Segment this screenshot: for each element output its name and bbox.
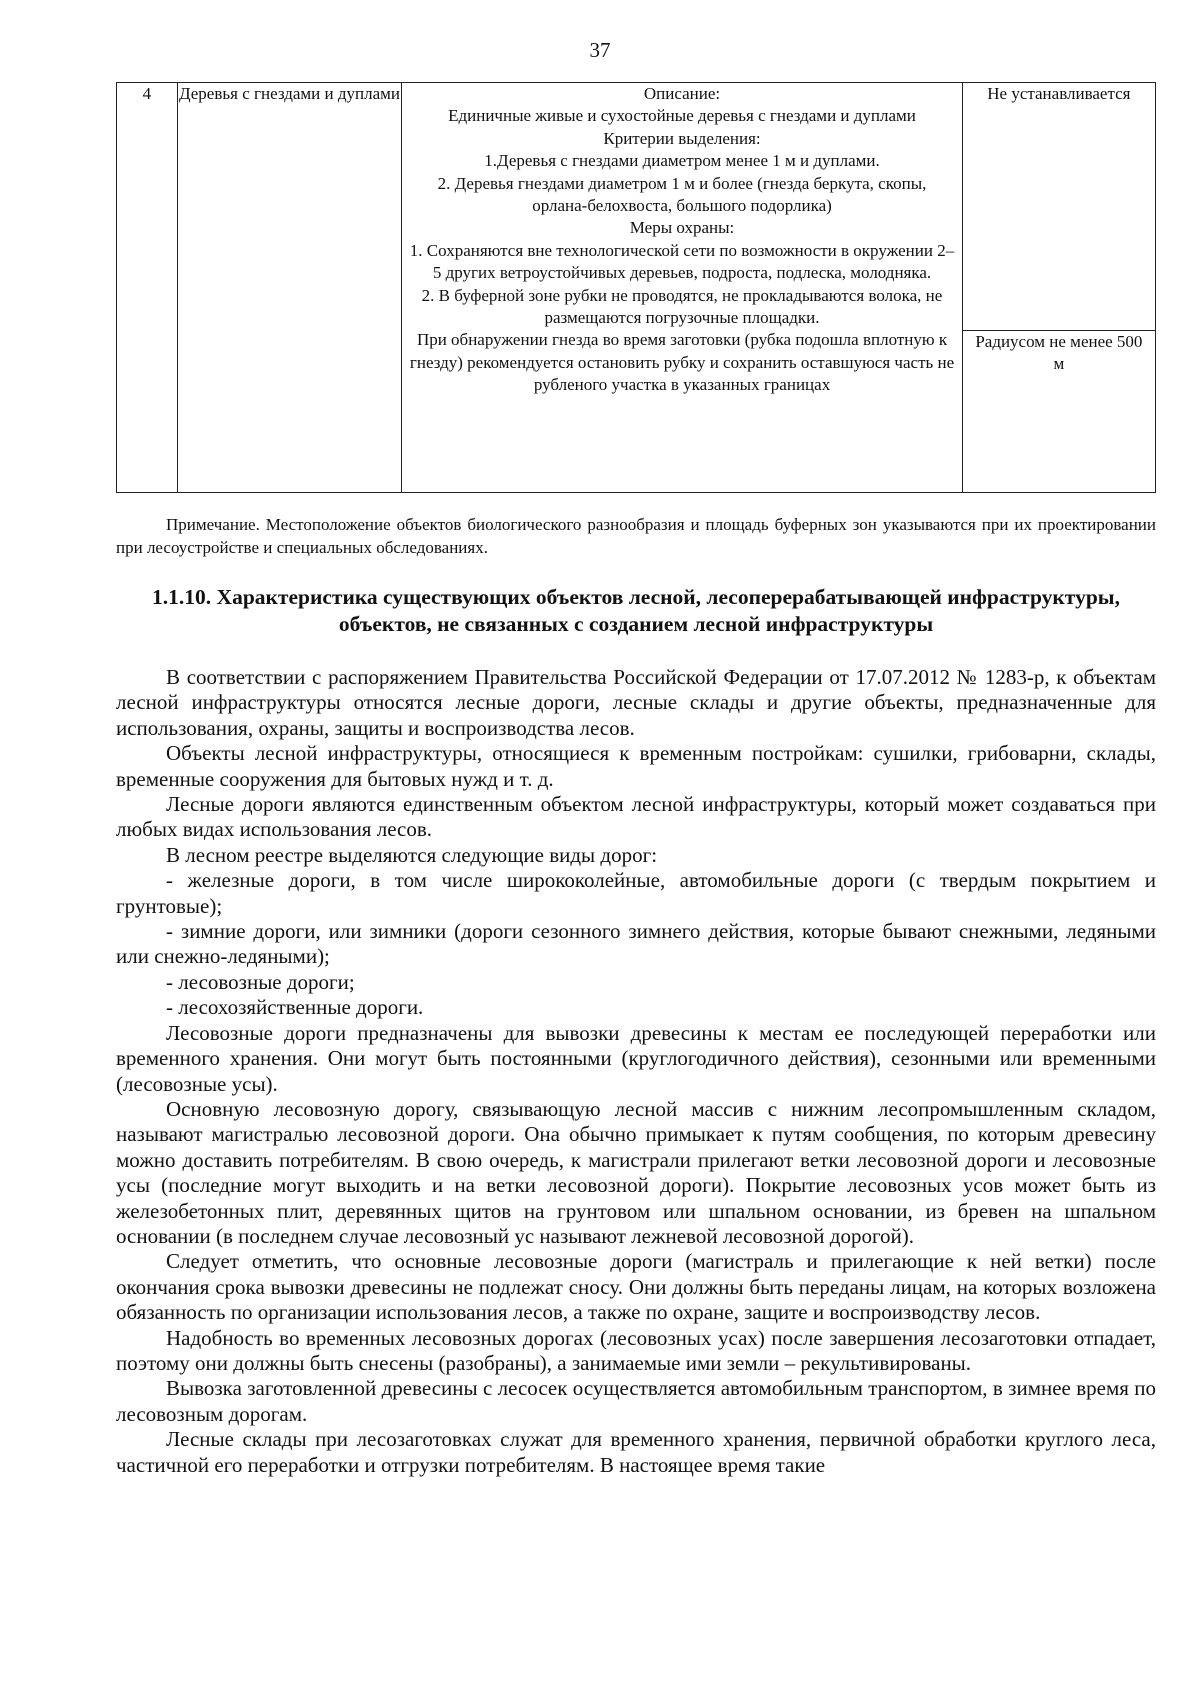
description-line: 1.Деревья с гнездами диаметром менее 1 м и дуплами. [484,151,880,171]
paragraph: Следует отметить, что основные лесовозные дороги (магистраль и прилегающие к ней ветки) после окончания срока вывозки древесины не подлежат сносу. Они должны быть переданы лицам, на которых возложена обязанность по организации использования лесов, а также по охране, защите и воспроизводству лесов. [116,1249,1156,1325]
paragraph: Лесовозные дороги предназначены для вывозки древесины к местам ее последующей переработки или временного хранения. Они могут быть постоянными (круглогодичного действия), сезонными или временными (лесовозные усы). [116,1020,1156,1096]
description-line: 2. Деревья гнездами диаметром 1 м и более (гнезда беркута, скопы, орлана-белохвоста, большого подорлика) [437,173,927,216]
description-line: Описание: [643,84,721,103]
biodiversity-table [116,82,1156,493]
paragraph: Лесные дороги являются единственным объектом лесной инфраструктуры, который может создаваться при любых видах использования лесов. [116,792,1156,842]
page-number: 37 [589,38,611,62]
paragraph: В лесном реестре выделяются следующие виды дорог: [166,842,658,867]
paragraph: Лесные склады при лесозаготовках служат для временного хранения, первичной обработки круглого леса, частичной его переработки и отгрузки потребителям. В настоящее время такие [116,1427,1156,1477]
description-line: Критерии выделения: [603,128,761,148]
paragraph: В соответствии с распоряжением Правительства Российской Федерации от 17.07.2012 № 1283-р, к объектам лесной инфраструктуры относятся лесные дороги, лесные склады и другие объекты, предназначенные для использования, охраны, защиты и воспроизводства лесов. [116,665,1156,740]
paragraph: Объекты лесной инфраструктуры, относящиеся к временным постройкам: сушилки, грибоварни, склады, временные сооружения для бытовых нужд и т. д. [116,741,1156,791]
list-item: - зимние дороги, или зимники (дороги сезонного зимнего действия, которые бывают снежными, ледяными или снежно-ледяными); [116,919,1156,969]
table-row [117,83,1156,493]
description-line: Единичные живые и сухостойные деревья с гнездами и дуплами [448,106,916,126]
paragraph: Вывозка заготовленной древесины с лесосек осуществляется автомобильным транспортом, в зимнее время по лесовозным дорогам. [116,1376,1156,1426]
description-line: 2. В буферной зоне рубки не проводятся, не прокладываются волока, не размещаются погрузочные площадки. [421,285,943,328]
description-line: При обнаружении гнезда во время заготовки (рубка подошла вплотную к гнезду) рекомендуется остановить рубку и сохранить оставшуюся часть не рубленого участка в указанных границах [409,330,955,395]
buffer-zone-top: Не устанавливается [963,83,1155,331]
list-item: - лесовозные дороги; [166,969,355,994]
description-line: 1. Сохраняются вне технологической сети по возможности в окружении 2–5 других ветроустойчивых деревьев, подроста, подлеска, молодняка. [409,240,955,283]
buffer-zone-cell [962,83,1155,493]
row-number-cell: 4 [117,83,178,493]
paragraph: Основную лесовозную дорогу, связывающую лесной массив с нижним лесопромышленным складом, называют магистралью лесовозной дороги. Она обычно примыкает к путям сообщения, по которым древесину можно доставить потребителям. В свою очередь, к магистрали прилегают ветки лесовозной дороги и лесовозные усы (последние могут выходить и на ветки лесовозной дороги). Покрытие лесовозных усов может быть из железобетонных плит, деревянных щитов на грунтовом или шпальном основании, из бревен на шпальном основании (в последнем случае лесовозный ус называют лежневой лесовозной дорогой). [116,1096,1156,1248]
object-name-cell: Деревья с гнездами и дуплами [177,83,402,493]
table-note: Примечание. Местоположение объектов биологического разнообразия и площадь буферных зон указываются при их проектировании при лесоустройстве и специальных обследованиях. [116,515,1156,557]
list-item: - железные дороги, в том числе ширококолейные, автомобильные дороги (с твердым покрытием и грунтовые); [116,868,1156,918]
description-cell [402,83,962,493]
description-line: Меры охраны: [629,218,735,238]
section-title: 1.1.10. Характеристика существующих объектов лесной, лесоперерабатывающей инфраструктуры, объектов, не связанных с созданием лесной инфраструктуры [152,585,1120,636]
buffer-zone-bottom: Радиусом не менее 500 м [975,332,1143,374]
paragraph: Надобность во временных лесовозных дорогах (лесовозных усах) после завершения лесозаготовки отпадает, поэтому они должны быть снесены (разобраны), а занимаемые ими земли – рекультивированы. [116,1325,1156,1375]
body-text [116,665,1156,1478]
list-item: - лесохозяйственные дороги. [166,995,424,1020]
